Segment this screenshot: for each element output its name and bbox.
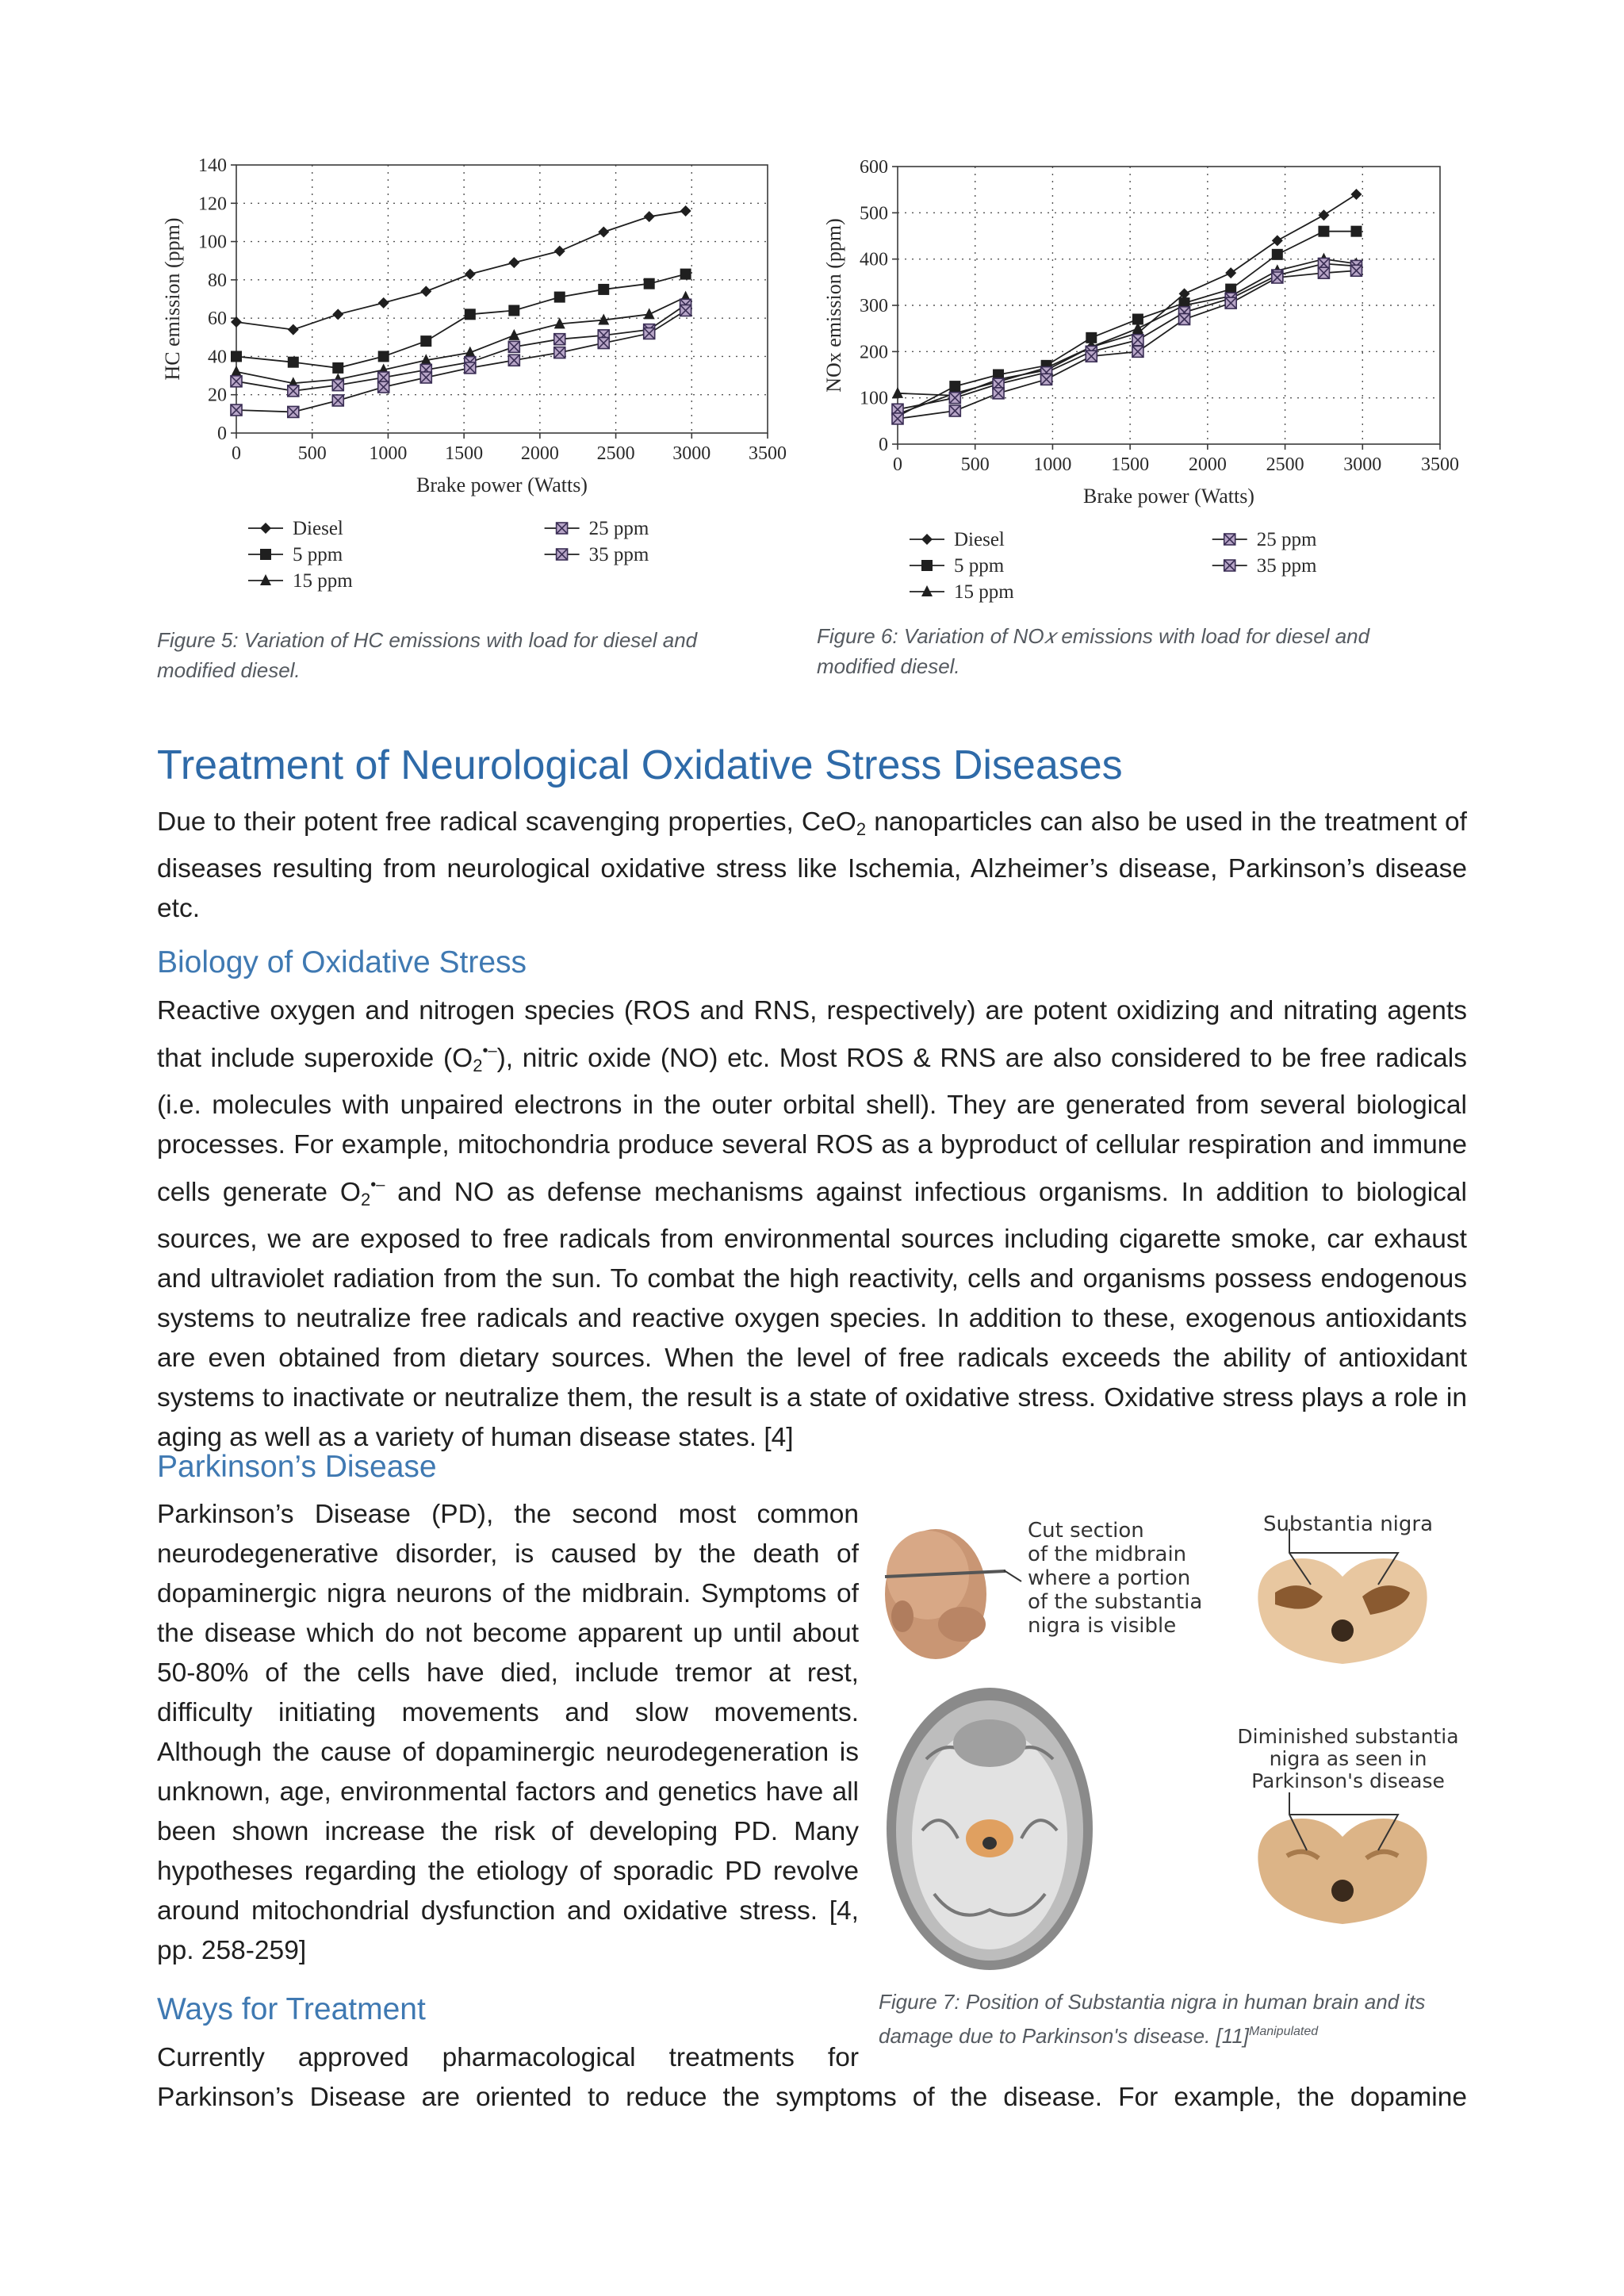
x-tick-label: 2500 [596, 443, 635, 464]
label-cut-section-2: where a portion [1028, 1566, 1191, 1590]
data-point [508, 341, 519, 352]
data-point [993, 388, 1004, 399]
label-diminished-0: Diminished substantia [1237, 1725, 1459, 1748]
label-cut-section-4: nigra is visible [1028, 1614, 1177, 1638]
data-point [231, 351, 242, 362]
data-point [644, 278, 655, 289]
intro-subscript: 2 [856, 819, 867, 839]
legend-marker [557, 523, 568, 534]
section-intro [157, 803, 1467, 929]
figure-7-caption-text: Figure 7: Position of Substantia nigra in human brain and its damage due to Parkinson's disease. [11] [879, 1990, 1426, 2048]
legend-label: Diesel [293, 518, 343, 539]
legend-item [545, 544, 649, 565]
legend-label: 15 ppm [954, 581, 1014, 603]
label-diminished-1: nigra as seen in [1269, 1747, 1427, 1770]
data-point [1318, 226, 1329, 237]
data-point [378, 351, 389, 362]
data-point [1086, 351, 1097, 362]
data-point [465, 309, 476, 320]
data-point [231, 376, 242, 387]
series-line [898, 259, 1356, 396]
treatment-heading: Ways for Treatment [157, 1992, 426, 2026]
legend [248, 518, 649, 592]
parkinsons-heading: Parkinson’s Disease [157, 1450, 437, 1484]
data-point [378, 297, 389, 309]
legend-label: 25 ppm [588, 518, 649, 539]
biology-text-c: and NO as defense mechanisms against infectious organisms. In addition to biological sources, we are exposed to free radicals from environmental sources including cigarette smoke, car exhaust and ultraviolet radiation from the sun. To combat the high reactivity, cells and organisms possess endogenous systems to neutralize free radicals and reactive oxygen species. In addition to these, exogenous antioxidants are even obtained from dietary sources. When the level of free radicals exceeds the ability of antioxidant systems to inactivate or neutralize them, the result is a state of oxidative stress. Oxidative stress plays a role in aging as well as a variety of human disease states. [4] [157, 1178, 1467, 1452]
legend-marker [557, 549, 568, 560]
x-axis-label: Brake power (Watts) [416, 473, 588, 496]
y-tick-label: 300 [860, 296, 888, 316]
x-tick-label: 1000 [1033, 454, 1072, 475]
data-point [465, 362, 476, 374]
data-point [288, 324, 299, 335]
data-point [420, 286, 431, 297]
data-point [420, 372, 431, 383]
nox-emission-chart [809, 151, 1483, 611]
legend-label: 35 ppm [588, 544, 649, 565]
biology-paragraph [157, 991, 1467, 1458]
treatment-line-1: Currently approved pharmacological treatments for [157, 2043, 859, 2072]
legend-item [1212, 555, 1317, 577]
legend-item [545, 518, 649, 539]
legend-item [910, 581, 1014, 603]
legend-marker [1224, 534, 1235, 545]
y-tick-label: 400 [860, 249, 888, 270]
legend-marker [260, 523, 271, 534]
y-tick-label: 100 [198, 232, 227, 253]
intro-text-a: Due to their potent free radical scavenging properties, CeO [157, 807, 856, 837]
parkinsons-paragraph: Parkinson’s Disease (PD), the second most common neurodegenerative disorder, is caused by the death of dopaminergic nigra neurons of the midbrain. Symptoms of the disease which do not become apparent up until about 50-80% of the cells have died, include tremor at rest, difficulty initiating movements and slow movements. Although the cause of dopaminergic neurodegeneration is unknown, age, environmental factors and genetics have all been shown increase the risk of developing PD. Many hypotheses regarding the etiology of sporadic PD revolve around mitochondrial dysfunction and oxidative stress. [4, pp. 258-259] [157, 1500, 859, 1965]
data-point [1350, 189, 1362, 200]
legend-item [248, 544, 343, 565]
series-5-ppm [231, 269, 691, 374]
series-line [898, 270, 1356, 419]
x-tick-label: 3500 [749, 443, 787, 464]
treatment-line-2: Parkinson’s Disease are oriented to reduce the symptoms of the disease. For example, the dopamine [157, 2083, 1467, 2112]
legend-marker [1224, 560, 1235, 571]
substantia-nigra-figure [879, 1497, 1467, 1983]
data-point [1225, 297, 1236, 309]
data-point [949, 393, 960, 404]
data-point [1272, 249, 1283, 260]
data-point [949, 405, 960, 416]
legend-item [1212, 529, 1317, 550]
series-Diesel [231, 205, 691, 335]
legend-marker [260, 549, 271, 560]
y-tick-label: 80 [208, 270, 227, 291]
data-point [644, 328, 655, 339]
head-illustration [885, 1529, 1005, 1659]
y-tick-label: 600 [860, 157, 888, 178]
series-25-ppm [231, 299, 691, 397]
data-point [508, 305, 519, 316]
data-point [1350, 265, 1362, 276]
grid [898, 167, 1440, 444]
x-tick-label: 0 [893, 454, 902, 475]
data-point [1225, 267, 1236, 278]
label-cut-section-0: Cut section [1028, 1519, 1144, 1543]
hc-emission-chart [151, 151, 809, 611]
legend-item [910, 555, 1005, 577]
x-tick-label: 3000 [672, 443, 711, 464]
y-axis-label: HC emission (ppm) [161, 217, 184, 381]
data-point [554, 246, 565, 257]
legend-item [248, 518, 343, 539]
x-tick-label: 2000 [1188, 454, 1227, 475]
x-tick-label: 1000 [369, 443, 408, 464]
data-point [465, 269, 476, 280]
series-line [236, 211, 686, 330]
data-point [508, 355, 519, 366]
y-tick-label: 0 [879, 435, 888, 455]
y-tick-label: 120 [198, 194, 227, 215]
data-point [554, 347, 565, 358]
data-point [644, 308, 655, 319]
data-point [332, 362, 343, 374]
data-point [1132, 346, 1143, 357]
x-tick-label: 0 [232, 443, 241, 464]
data-point [1318, 209, 1329, 220]
legend-marker [921, 534, 933, 545]
y-tick-label: 40 [208, 347, 227, 368]
data-point [332, 380, 343, 391]
data-point [332, 395, 343, 406]
legend-marker [921, 560, 933, 571]
data-point [680, 205, 691, 217]
data-point [554, 292, 565, 303]
legend-marker [921, 585, 933, 596]
biology-text-a: Reactive oxygen and nitrogen species (ROS and RNS, respectively) are potent oxidizing and nitrating agents that include superoxide (O [157, 996, 1467, 1073]
figure-7-caption [879, 1987, 1473, 2051]
legend [910, 529, 1317, 603]
data-point [554, 334, 565, 345]
x-tick-label: 2000 [520, 443, 559, 464]
figure-5-caption: Figure 5: Variation of HC emissions with load for diesel and modified diesel. [157, 628, 698, 682]
y-tick-label: 500 [860, 203, 888, 224]
x-tick-label: 3000 [1343, 454, 1382, 475]
y-tick-label: 100 [860, 388, 888, 409]
data-point [1272, 235, 1283, 246]
legend-label: Diesel [954, 529, 1005, 550]
x-tick-label: 500 [297, 443, 327, 464]
diminished-midbrain [1258, 1819, 1427, 1924]
data-point [892, 413, 903, 424]
data-point [332, 309, 343, 320]
data-point [1318, 267, 1329, 278]
figure-7-caption-sup: Manipulated [1249, 2025, 1319, 2038]
y-tick-label: 0 [217, 424, 227, 444]
data-point [288, 357, 299, 368]
figure-6-caption: Figure 6: Variation of NO𝑥 emissions with load for diesel and modified diesel. [817, 624, 1370, 678]
x-tick-label: 1500 [1111, 454, 1150, 475]
data-point [288, 385, 299, 397]
label-cut-section-1: of the midbrain [1028, 1543, 1187, 1566]
data-point [231, 366, 242, 377]
x-tick-label: 1500 [445, 443, 484, 464]
data-point [1132, 335, 1143, 346]
label-substantia-nigra: Substantia nigra [1262, 1512, 1434, 1536]
series-35-ppm [231, 305, 691, 417]
section-heading: Treatment of Neurological Oxidative Stress Diseases [157, 742, 1123, 788]
legend-label: 15 ppm [293, 570, 353, 592]
biology-sup-1: •– [482, 1042, 497, 1060]
data-point [598, 338, 609, 349]
biology-sup-2: •– [370, 1176, 385, 1194]
data-point [1272, 272, 1283, 283]
brain-cross-section [887, 1688, 1093, 1970]
data-point [288, 406, 299, 417]
series-15-ppm [892, 253, 1362, 401]
data-point [231, 404, 242, 416]
legend-label: 35 ppm [1256, 555, 1317, 577]
data-point [378, 381, 389, 393]
data-point [1041, 374, 1052, 385]
healthy-midbrain [1258, 1558, 1427, 1664]
data-point [420, 335, 431, 347]
data-point [892, 387, 903, 398]
y-tick-label: 60 [208, 309, 227, 330]
x-tick-label: 3500 [1421, 454, 1459, 475]
data-point [598, 284, 609, 295]
series-35-ppm [892, 265, 1362, 424]
x-tick-label: 500 [960, 454, 990, 475]
legend-item [248, 570, 353, 592]
data-point [680, 269, 691, 280]
data-point [1179, 314, 1190, 325]
label-diminished-2: Parkinson's disease [1251, 1769, 1445, 1792]
data-point [508, 257, 519, 268]
legend-item [910, 529, 1005, 550]
x-axis-label: Brake power (Watts) [1083, 485, 1254, 508]
legend-marker [260, 574, 271, 585]
legend-label: 5 ppm [954, 555, 1005, 577]
data-point [598, 227, 609, 238]
data-point [644, 211, 655, 222]
x-tick-label: 2500 [1266, 454, 1304, 475]
biology-sub-2: 2 [360, 1190, 371, 1209]
intro-text-b: nanoparticles can also be used in the treatment of diseases resulting from neurological oxidative stress like Ischemia, Alzheimer’s disease, Parkinson’s disease etc. [157, 807, 1467, 923]
y-axis-label: NOx emission (ppm) [822, 218, 845, 393]
biology-sub-1: 2 [473, 1056, 483, 1075]
biology-heading: Biology of Oxidative Stress [157, 945, 527, 979]
y-tick-label: 20 [208, 385, 227, 406]
biology-text-b: ), nitric oxide (NO) etc. Most ROS & RNS are also considered to be free radicals (i.e. molecules with unpaired electrons in the outer orbital shell). They are generated from several biological processes. For example, mitochondria produce several ROS as a byproduct of cellular respiration and immune cells generate O [157, 1044, 1468, 1207]
y-tick-label: 200 [860, 342, 888, 363]
y-tick-label: 140 [198, 155, 227, 176]
data-point [1350, 226, 1362, 237]
legend-label: 5 ppm [293, 544, 343, 565]
data-point [680, 305, 691, 316]
legend-label: 25 ppm [1256, 529, 1317, 550]
series-line [898, 194, 1356, 414]
label-cut-section-3: of the substantia [1028, 1590, 1203, 1614]
